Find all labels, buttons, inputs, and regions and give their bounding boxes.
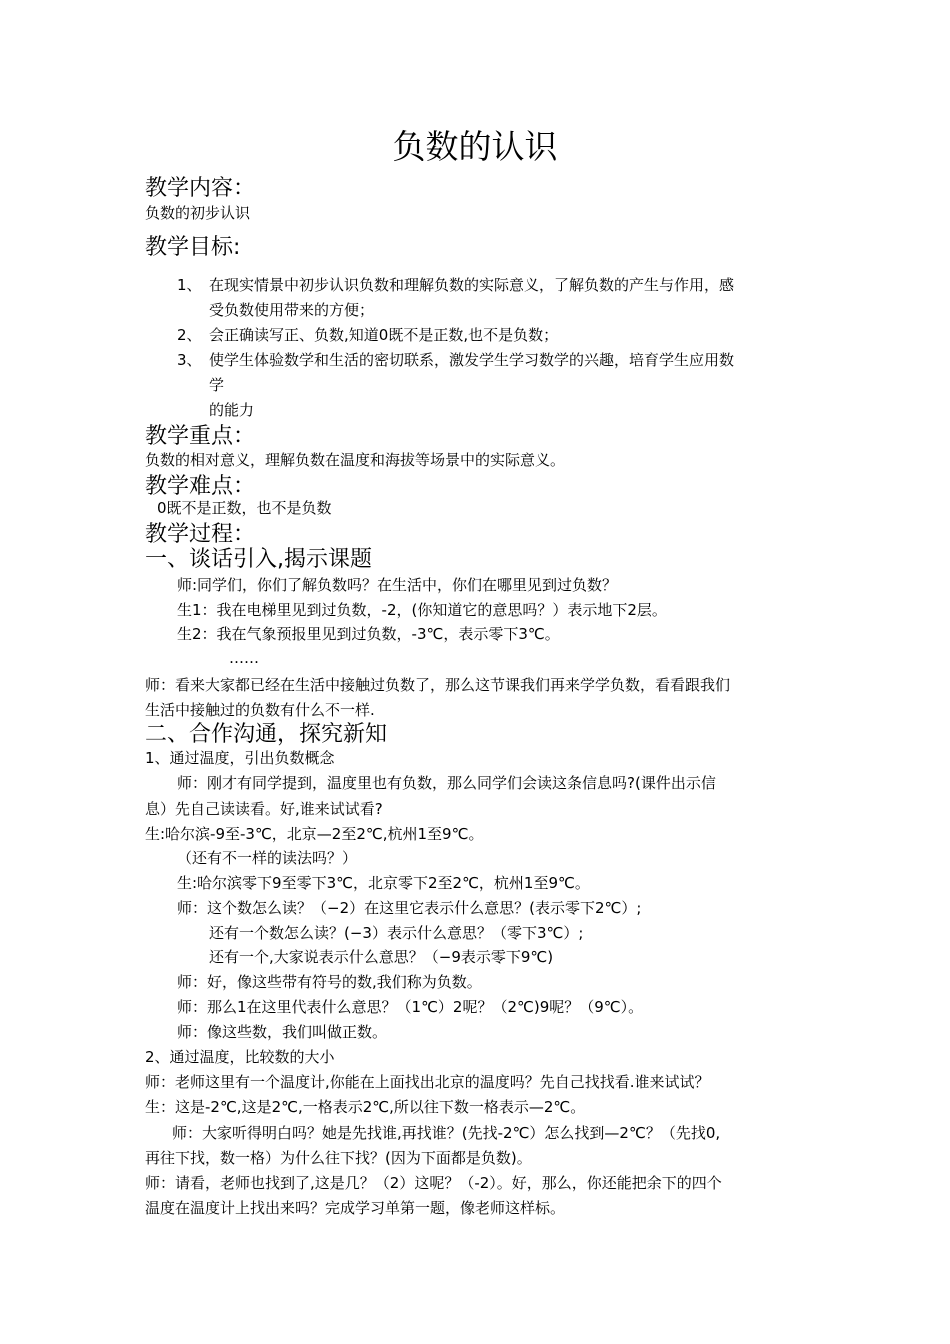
- heading-objectives: 教学目标:: [145, 235, 241, 260]
- objective-1-line-2: 受负数使用带来的方便；: [209, 301, 375, 319]
- content-text: 负数的初步认识: [145, 204, 251, 222]
- section-2-line-14: 师：老师这里有一个温度计,你能在上面找出北京的温度吗？先自己找找看.谁来试试？: [145, 1073, 710, 1091]
- key-points-text: 负数的相对意义，理解负数在温度和海拔等场景中的实际意义。: [145, 451, 566, 469]
- document-title: 负数的认识: [392, 127, 558, 166]
- objective-2-line-1: 会正确读写正、负数,知道0既不是正数,也不是负数；: [209, 326, 559, 344]
- section-1-ellipsis: ……: [229, 649, 259, 667]
- section-2-line-7: 师：这个数怎么读？（−2）在这里它表示什么意思？(表示零下2℃）;: [177, 899, 642, 917]
- section-2-line-1: 1、通过温度，引出负数概念: [145, 749, 335, 767]
- section-2-line-5: （还有不一样的读法吗？）: [177, 849, 358, 867]
- heading-process: 教学过程：: [145, 522, 256, 547]
- heading-key-points: 教学重点：: [145, 424, 256, 449]
- objective-3-number: 3、: [177, 351, 202, 369]
- objective-3-line-1: 使学生体验数学和生活的密切联系，激发学生学习数学的兴趣，培育学生应用数: [209, 351, 735, 369]
- heading-content: 教学内容：: [145, 176, 256, 201]
- section-2-line-15: 生：这是-2℃,这是2℃,一格表示2℃,所以往下数一格表示—2℃。: [145, 1098, 586, 1116]
- section-2-line-10: 师：好，像这些带有符号的数,我们称为负数。: [177, 973, 482, 991]
- section-2-line-4: 生:哈尔滨-9至-3℃，北京—2至2℃,杭州1至9℃。: [145, 825, 484, 843]
- section-2-line-3: 息）先自己读读看。好,谁来试试看?: [145, 800, 383, 818]
- section-2-line-13: 2、通过温度，比较数的大小: [145, 1048, 335, 1066]
- section-2-line-6: 生:哈尔滨零下9至零下3℃，北京零下2至2℃，杭州1至9℃。: [177, 874, 590, 892]
- section-1-line-1: 师:同学们，你们了解负数吗？在生活中，你们在哪里见到过负数？: [177, 576, 618, 594]
- section-2-line-11: 师：那么1在这里代表什么意思？（1℃）2呢？（2℃)9呢？（9℃）。: [177, 998, 644, 1016]
- objective-1-number: 1、: [177, 276, 202, 294]
- difficulties-text: 0既不是正数，也不是负数: [157, 499, 332, 517]
- section-1-line-3: 生2：我在气象预报里见到过负数，-3℃，表示零下3℃。: [177, 625, 560, 643]
- section-2-line-9: 还有一个,大家说表示什么意思？（−9表示零下9℃): [209, 948, 554, 966]
- objective-2-number: 2、: [177, 326, 202, 344]
- section-2-line-2: 师：刚才有同学提到，温度里也有负数，那么同学们会读这条信息吗?(课件出示信: [177, 774, 716, 792]
- section-1-heading: 一、谈话引入,揭示课题: [145, 547, 372, 572]
- section-2-line-16: 师：大家听得明白吗？她是先找谁,再找谁？(先找-2℃）怎么找到—2℃？（先找0,: [172, 1124, 721, 1142]
- objective-3-line-2: 学: [209, 376, 225, 394]
- section-1-line-5: 师：看来大家都已经在生活中接触过负数了，那么这节课我们再来学学负数，看看跟我们: [145, 676, 731, 694]
- section-2-line-19: 温度在温度计上找出来吗？完成学习单第一题，像老师这样标。: [145, 1199, 566, 1217]
- section-2-heading: 二、合作沟通，探究新知: [145, 722, 388, 747]
- section-2-line-12: 师：像这些数，我们叫做正数。: [177, 1023, 388, 1041]
- section-2-line-17: 再往下找，数一格）为什么往下找？(因为下面都是负数)。: [145, 1149, 532, 1167]
- section-2-line-8: 还有一个数怎么读？(−3）表示什么意思？（零下3℃）;: [209, 924, 584, 942]
- section-2-line-18: 师：请看，老师也找到了,这是几？（2）这呢？（-2）。好，那么，你还能把余下的四个: [145, 1174, 722, 1192]
- section-1-line-2: 生1：我在电梯里见到过负数，-2，(你知道它的意思吗？）表示地下2层。: [177, 601, 667, 619]
- objective-3-line-3: 的能力: [209, 401, 255, 419]
- objective-1-line-1: 在现实情景中初步认识负数和理解负数的实际意义，了解负数的产生与作用，感: [209, 276, 735, 294]
- heading-difficulties: 教学难点：: [145, 474, 256, 499]
- section-1-line-6: 生活中接触过的负数有什么不一样.: [145, 701, 375, 719]
